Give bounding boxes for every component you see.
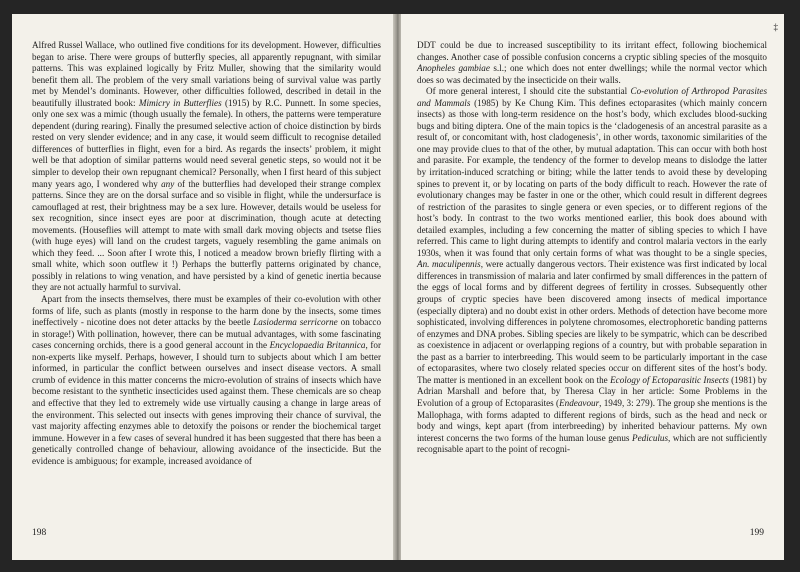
page-number-left: 198 xyxy=(32,528,47,538)
journal-endeavour: Endeavour xyxy=(559,397,600,408)
left-page xyxy=(12,14,395,560)
right-paragraph-1: DDT could be due to increased susceptibility to its irritant effect, following biochemical changes. Another case of possible confusion concerns a cryptic sibling species of the mosquito Anopheles gambiae s.l.; one which does not enter dwellings; while the normal vector which does so was decimated by the insecticide on their walls. xyxy=(417,40,767,85)
book-title-coevolution: Co-evolution of Arthropod Parasites and Mammals xyxy=(417,86,768,108)
book-title-mimicry: Mimicry in Butterflies xyxy=(138,97,222,108)
right-page xyxy=(401,14,784,560)
genus-pediculus: Pediculus xyxy=(632,432,669,443)
species-anopheles: Anopheles gambiae xyxy=(417,63,490,74)
right-paragraph-2: Of more general interest, I should cite the substantial Co-evolution of Arthropod Parasites and Mammals (1985) by Ke Chung Kim. This defines ectoparasites (which mainly concern insects) as those with long-term residence on the host’s body, which excludes blood-sucking bugs and biting diptera. One of the main topics is the ‘cladogenesis of an ancestral parasite as a result of, or concomitant with, host cladogenesis’, in other words, taxonomic similarities of the one may provide clues to that of the other, by mutual adaptation. This can occur with both host and parasite. For example, the tendency of the former to develop means to dislodge the latter by irritation-induced scratching or biting; while the latter tends to avoid these by developing spines to prevent it, or by locating on parts of the body difficult to reach. However the rate of evolutionary changes may be faster in one or the other, which could result in different degrees of restriction of the parasites to single genera or even species, or to different regions of the host’s body. In contrast to the two works mentioned earlier, this book does abound with detailed examples, including a few concerning the matter of sibling species to which I have referred. This came to light during attempts to identify and control malaria vectors in the early 1930s, when it was found that only certain forms of what was thought to be a single species, An. maculipennis, were actually dangerous vectors. Their existence was first indicated by local differences in transmission of malaria and later confirmed by small differences in the pattern of the eggs of local forms and by different degrees of fertility in crosses. Subsequently other groups of cryptic species have been discovered among insects of medical importance (especially diptera) and no doubt exist in other orders. Methods of detection have become more sophisticated, involving differences in polytene chromosomes, electrophoretic banding patterns of enzymes and DNA probes. Sibling species are likely to be sympatric, which can be described as coexistence in adjacent or overlapping regions of a country, but with probable separation in the past as a barrier to interbreeding. This would seem to be particularly important in the case of ectoparasites, where two closely related species occur on different sites of the host’s body. The matter is mentioned in an excellent book on the Ecology of Ectoparasitic Insects (1981) by Adrian Marshall and before that, by Theresa Clay in her article: Some Problems in the Evolution of a group of Ectoparasites (Endeavour, 1949, 3: 279). The group she mentions is the Mallophaga, with forms adapted to different regions of birds, such as the head and neck or body and wings, kept apart (from interbreeding) by inherited behaviour patterns. My own interest concerns the two forms of the human louse genus Pediculus, which are not sufficiently recognisable apart to the point of recogni- xyxy=(417,86,768,455)
species-maculipennis: An. maculipennis xyxy=(417,259,481,270)
book-title-ecology: Ecology of Ectoparasitic Insects xyxy=(610,374,729,385)
title-encyclopaedia: Encyclopaedia Britannica xyxy=(269,340,366,351)
page-number-right: 199 xyxy=(749,528,764,538)
left-page-text xyxy=(32,40,381,467)
left-paragraph-1: Alfred Russel Wallace, who outlined five conditions for its development. However, difficulties began to arise. There were groups of butterfly species, all apparently repugnant, with similar patterns. This was explained logically by Fritz Muller, showing that the similarity would benefit them all. The problem of the very small variations being of survival value was partly met by Mendel’s dominants. However, other difficulties followed, described in detail in the beautifully illustrated book: Mimicry in Butterflies (1915) by R.C. Punnett. In some species, only one sex was a mimic (though usually the female). In others, the patterns were temperature dependent (during rearing). Finally the presumed selective action of choice distinction by birds rested on very slender evidence; and in any case, it would seem difficult to recognise detailed differences of butterflies in flight, even for a bird. As regards the insects’ problem, it might well be that adoption of similar patterns would need several genetic steps, so would not it be simpler to develop their own repugnant chemical? Personally, when I first heard of this subject many years ago, I wondered why any of the butterflies had developed their strange complex patterns. Since they are on the dorsal surface and so visible in flight, while the undersurface is camouflaged at rest, their brightness may be a sex lure. However, details would be useless for sex recognition, since insect eyes are poor at discrimination, though acute at detecting movements. (Houseflies will attempt to mate with small dark moving objects and tsetse flies (with huge eyes) will land on the crudest targets, vaguely resembling the game animals on which they feed. ... Soon after I wrote this, I noticed a meadow brown briefly flirting with a small white, which soon outflew it !) Perhaps the butterfly patterns originated by chance, possibly in relations to wing venation, and have persisted by a kind of genetic inertia because they are not actually harmful to survival. xyxy=(32,40,381,293)
left-paragraph-2: Apart from the insects themselves, there must be examples of their co-evolution with other forms of life, such as plants (mostly in response to the harm done by the insects, some times ineffectively - nicotine does not deter attacks by the beetle Lasioderma serricorne on tobacco in storage!) With pollination, however, there can be mutual advantages, with some fascinating cases concerning orchids, there is a good general account in the Encyclopaedia Britannica, for non-experts like myself. Perhaps, however, I should turn to subjects about which I am better informed, in particular the conflict between ourselves and insect disease vectors. A small crumb of evidence in this matter concerns the micro-evolution of strains of insects which have become resistant to the synthetic insecticides used against them. These chemicals are so cheap and effective that they led to extremely wide use virtually causing a change in large areas of the environment. This selected out insects with genes improving their chance of survival, the vast majority affecting enzymes able to detoxify the poisons or render the biochemical target immune. However in a few cases of several hundred it has been suggested that there has been a genetically controlled change of behaviour, allowing avoidance of the insecticide. But the evidence is ambiguous; for example, increased avoidance of xyxy=(32,294,382,466)
species-lasioderma: Lasioderma serricorne xyxy=(253,317,338,328)
emphasis-any: any xyxy=(161,178,175,189)
right-page-text xyxy=(417,40,767,456)
corner-mark: ‡ xyxy=(773,22,778,32)
